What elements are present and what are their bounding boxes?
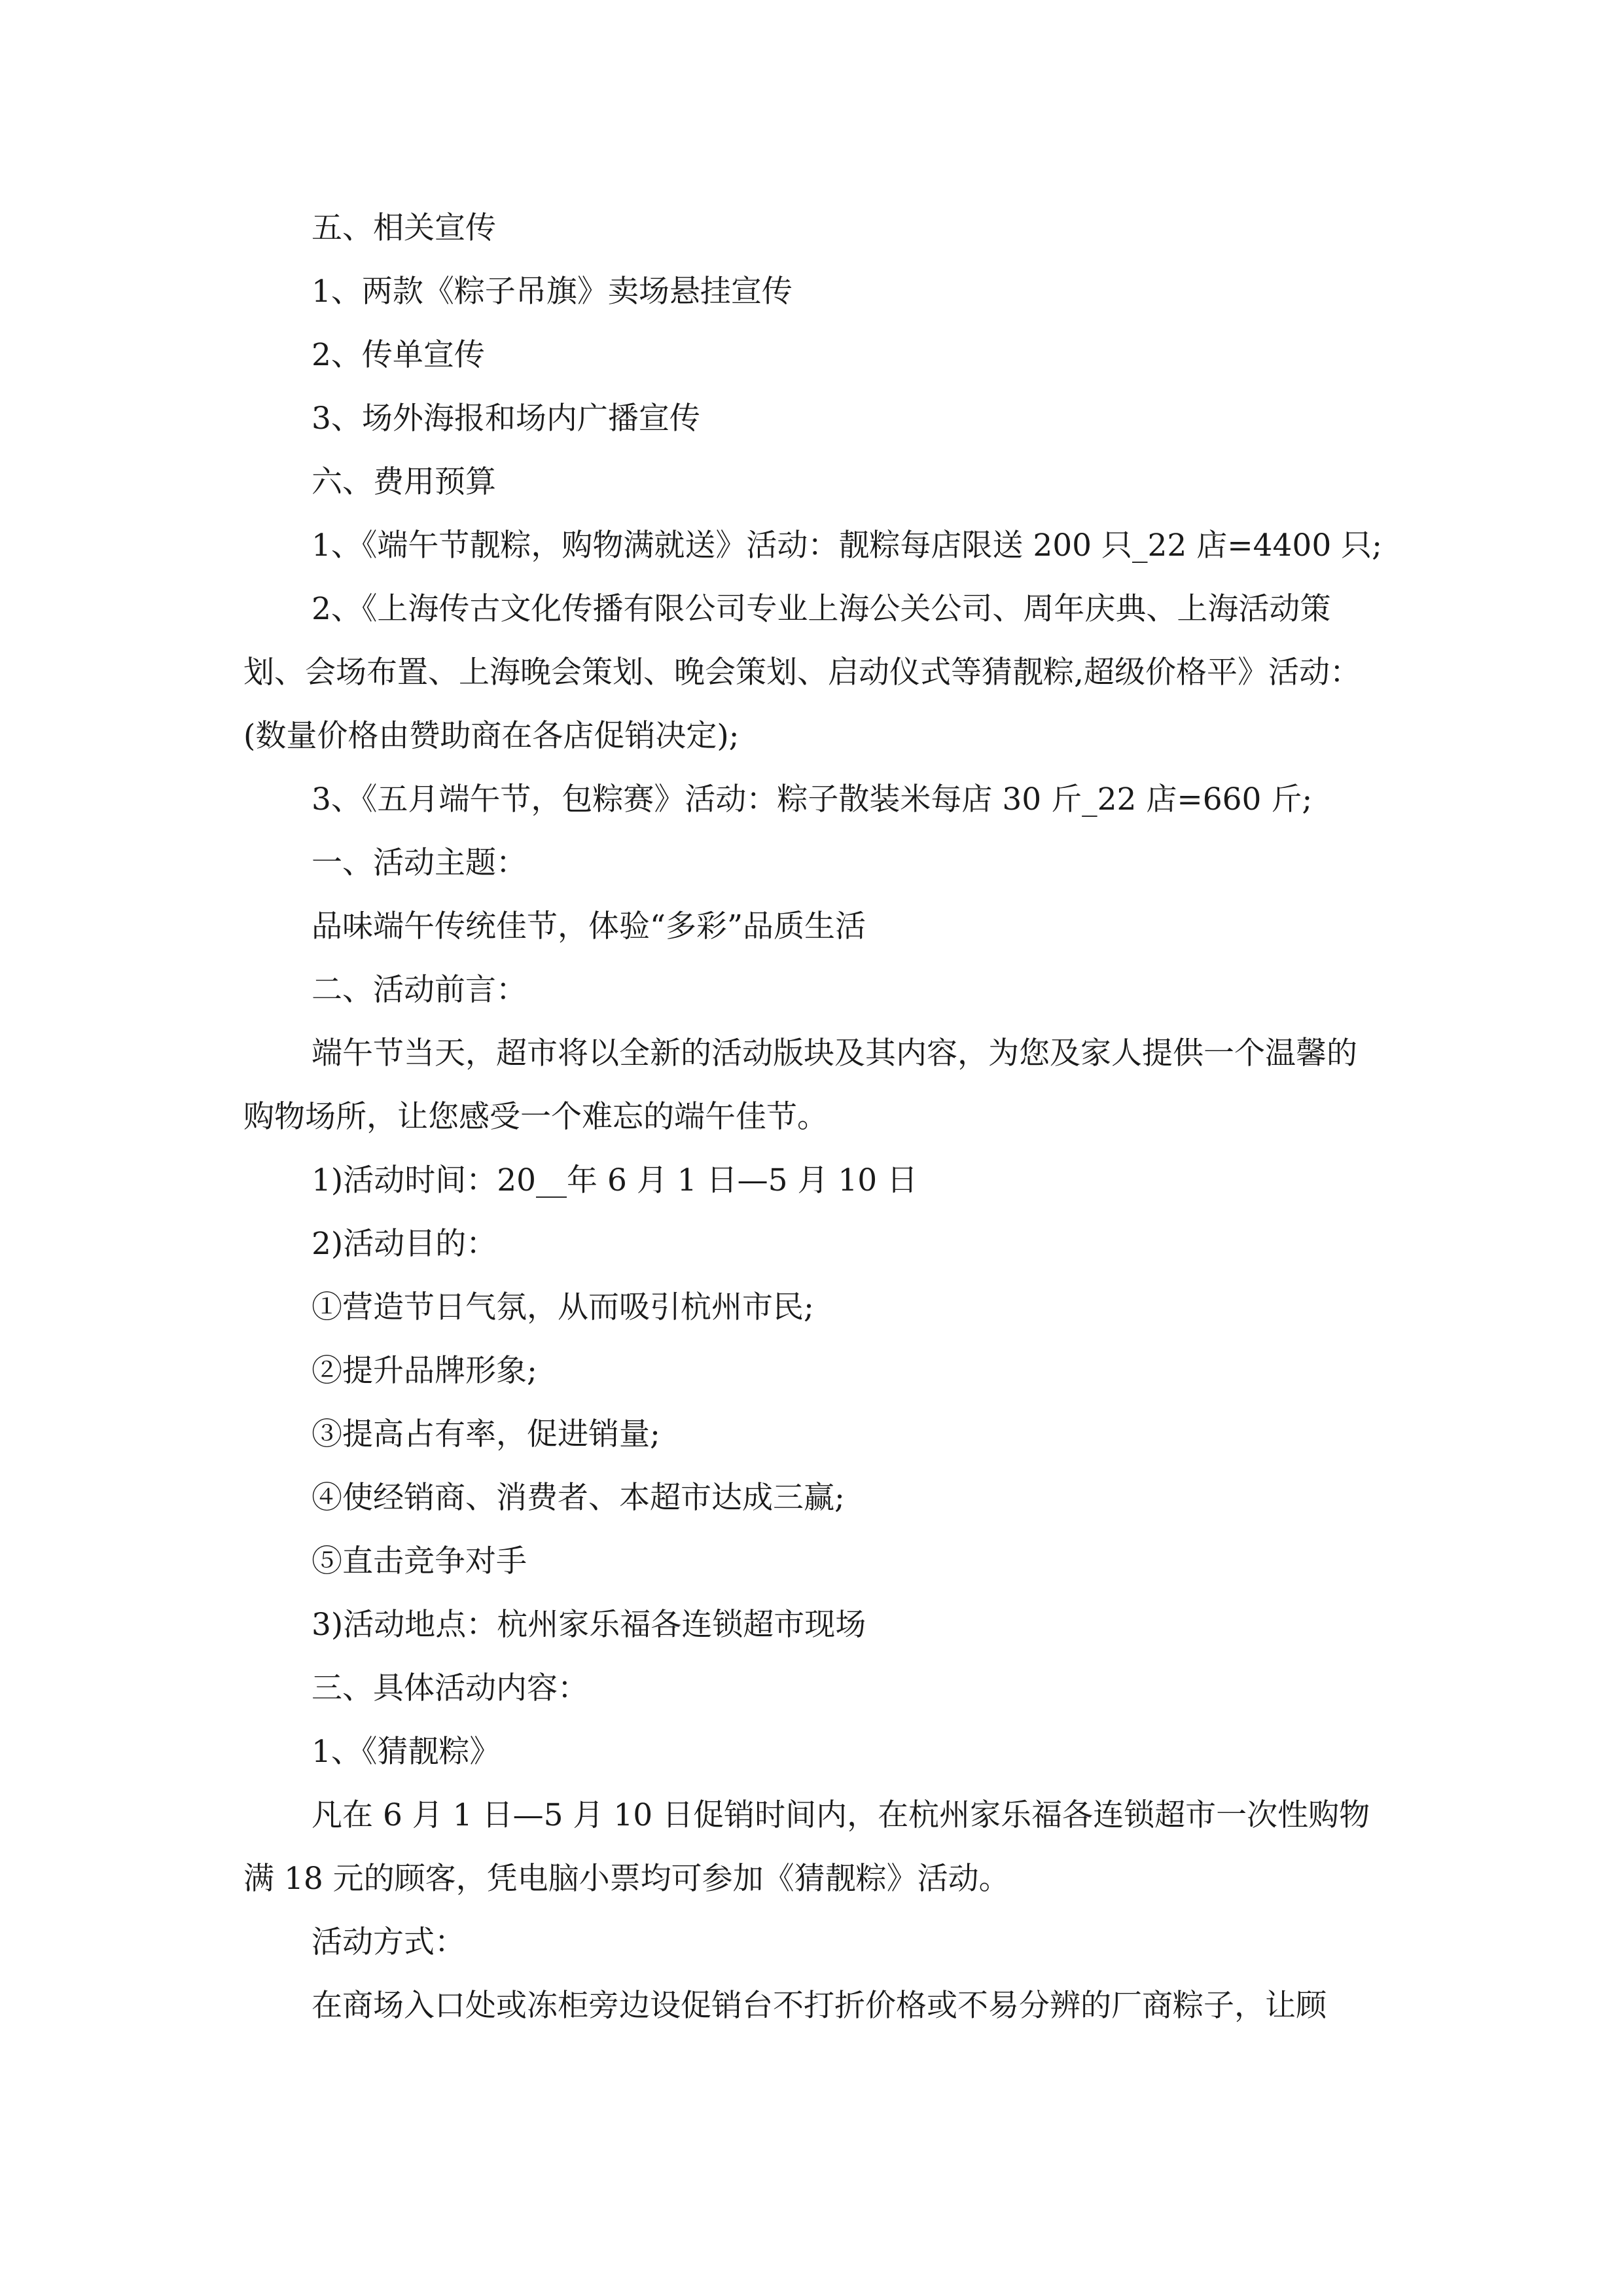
list-item: 1)活动时间：20__年 6 月 1 日—5 月 10 日 xyxy=(312,1162,918,1198)
list-item: ⑤直击竞争对手 xyxy=(312,1543,527,1579)
list-item: 2)活动目的： xyxy=(312,1226,497,1262)
list-item: ②提升品牌形象; xyxy=(312,1353,537,1389)
list-item: 2、传单宣传 xyxy=(312,337,485,373)
list-item: 3、场外海报和场内广播宣传 xyxy=(312,401,700,437)
body-paragraph: 端午节当天，超市将以全新的活动版块及其内容，为您及家人提供一个温馨的购物场所，让您感受一个难忘的端午佳节。 xyxy=(243,1035,1357,1135)
heading-activities: 三、具体活动内容： xyxy=(312,1670,588,1706)
list-item: 1、《端午节靓粽，购物满就送》活动：靓粽每店限送 200 只_22 店=4400 只; xyxy=(312,528,1383,564)
list-item: ①营造节日气氛，从而吸引杭州市民; xyxy=(312,1289,814,1325)
heading-preface: 二、活动前言： xyxy=(312,972,527,1008)
body-paragraph: 品味端午传统佳节，体验“多彩”品质生活 xyxy=(312,908,866,944)
list-item: 2、《上海传古文化传播有限公司专业上海公关公司、周年庆典、上海活动策划、会场布置、上海晚会策划、晚会策划、启动仪式等猜靓粽,超级价格平》活动：(数量价格由赞助商在各店促销决定); xyxy=(243,591,1361,754)
list-item: 3)活动地点：杭州家乐福各连锁超市现场 xyxy=(312,1607,866,1643)
body-paragraph: 凡在 6 月 1 日—5 月 10 日促销时间内，在杭州家乐福各连锁超市一次性购物满 18 元的顾客，凭电脑小票均可参加《猜靓粽》活动。 xyxy=(243,1797,1370,1897)
heading-theme: 一、活动主题： xyxy=(312,845,527,881)
list-item: 1、两款《粽子吊旗》卖场悬挂宣传 xyxy=(312,274,793,310)
body-paragraph: 活动方式： xyxy=(312,1924,465,1960)
list-item: ④使经销商、消费者、本超市达成三赢; xyxy=(312,1480,845,1516)
body-paragraph: 在商场入口处或冻柜旁边设促销台不打折价格或不易分辨的厂商粽子，让顾 xyxy=(312,1988,1327,2024)
document-body xyxy=(243,196,1382,2037)
heading-publicity: 五、相关宣传 xyxy=(312,210,496,246)
list-item: 1、《猜靓粽》 xyxy=(312,1734,501,1770)
list-item: ③提高占有率，促进销量; xyxy=(312,1416,660,1452)
heading-budget: 六、费用预算 xyxy=(312,464,496,500)
list-item: 3、《五月端午节，包粽赛》活动：粽子散装米每店 30 斤_22 店=660 斤; xyxy=(312,781,1313,817)
